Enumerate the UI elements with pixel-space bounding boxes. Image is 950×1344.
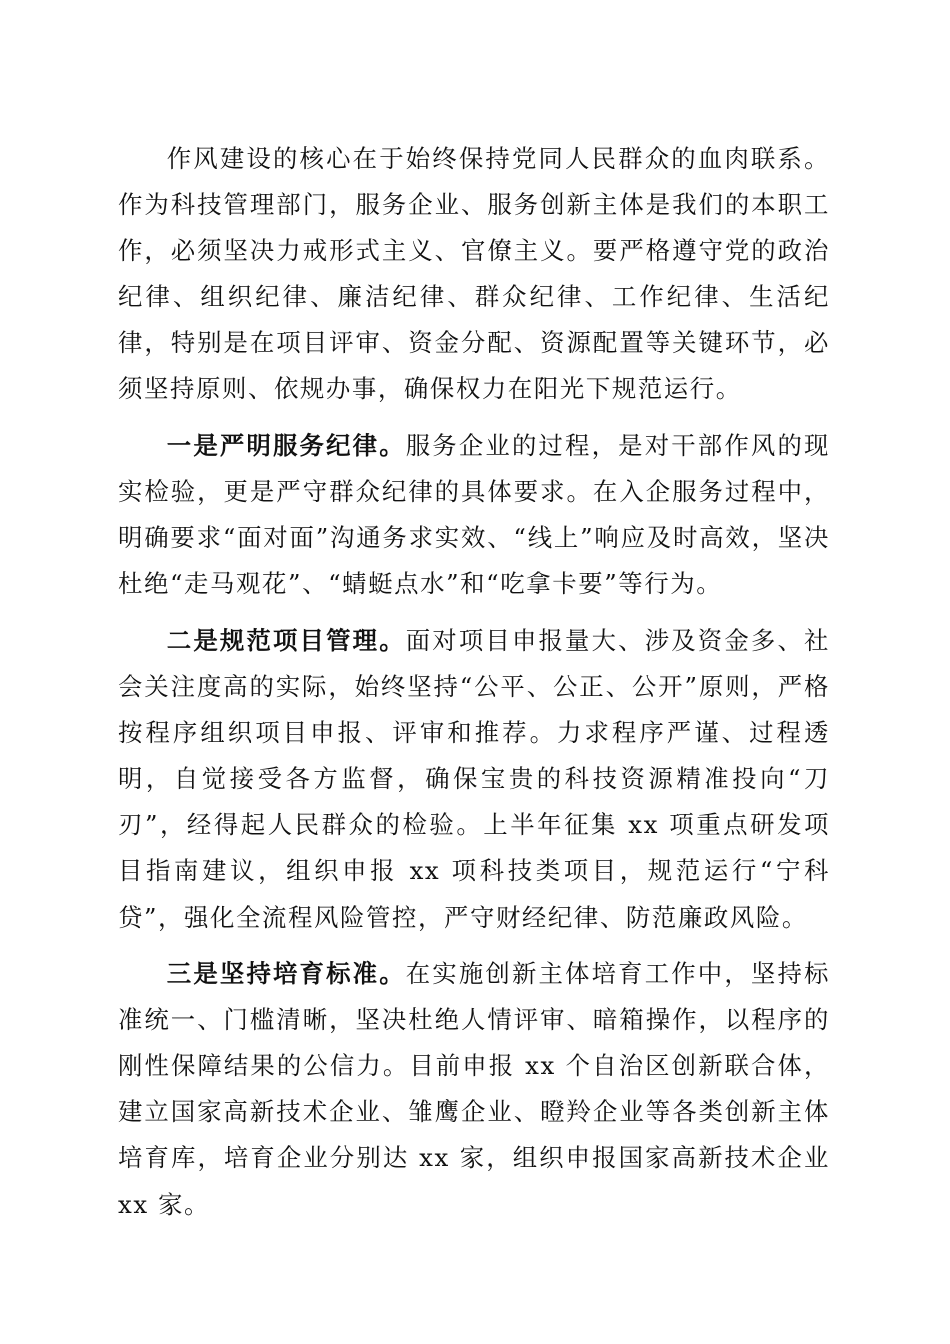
paragraph-project-management <box>118 618 830 941</box>
paragraph-project-management-heading: 二是规范项目管理。 <box>166 625 406 655</box>
paragraph-cultivation-standards-text: 在实施创新主体培育工作中，坚持标准统一、门槛清晰，坚决杜绝人情评审、暗箱操作，以程序的刚性保障结果的公信力。目前申报 xx 个自治区创新联合体，建立国家高新技术企业、雏鹰企业、瞪羚企业等各类创新主体培育库，培育企业分别达 xx 家，组织申报国家高新技术企业 xx 家。 <box>118 959 830 1219</box>
paragraph-service-discipline-text: 服务企业的过程，是对干部作风的现实检验，更是严守群众纪律的具体要求。在入企服务过程中，明确要求“面对面”沟通务求实效、“线上”响应及时高效，坚决杜绝“走马观花”、“蜻蜓点水”和“吃拿卡要”等行为。 <box>118 431 830 599</box>
paragraph-cultivation-standards <box>118 951 830 1228</box>
paragraph-service-discipline-heading: 一是严明服务纪律。 <box>166 431 406 461</box>
document-body <box>118 136 830 1238</box>
paragraph-intro <box>118 136 830 413</box>
paragraph-intro-text: 作风建设的核心在于始终保持党同人民群众的血肉联系。作为科技管理部门，服务企业、服务创新主体是我们的本职工作，必须坚决力戒形式主义、官僚主义。要严格遵守党的政治纪律、组织纪律、廉洁纪律、群众纪律、工作纪律、生活纪律，特别是在项目评审、资金分配、资源配置等关键环节，必须坚持原则、依规办事，确保权力在阳光下规范运行。 <box>118 144 830 404</box>
paragraph-cultivation-standards-heading: 三是坚持培育标准。 <box>166 959 406 989</box>
paragraph-service-discipline <box>118 423 830 607</box>
paragraph-project-management-text: 面对项目申报量大、涉及资金多、社会关注度高的实际，始终坚持“公平、公正、公开”原则，严格按程序组织项目申报、评审和推荐。力求程序严谨、过程透明，自觉接受各方监督，确保宝贵的科技资源精准投向“刀刃”，经得起人民群众的检验。上半年征集 xx 项重点研发项目指南建议，组织申报 xx 项科技类项目，规范运行“宁科贷”，强化全流程风险管控，严守财经纪律、防范廉政风险。 <box>118 625 830 932</box>
